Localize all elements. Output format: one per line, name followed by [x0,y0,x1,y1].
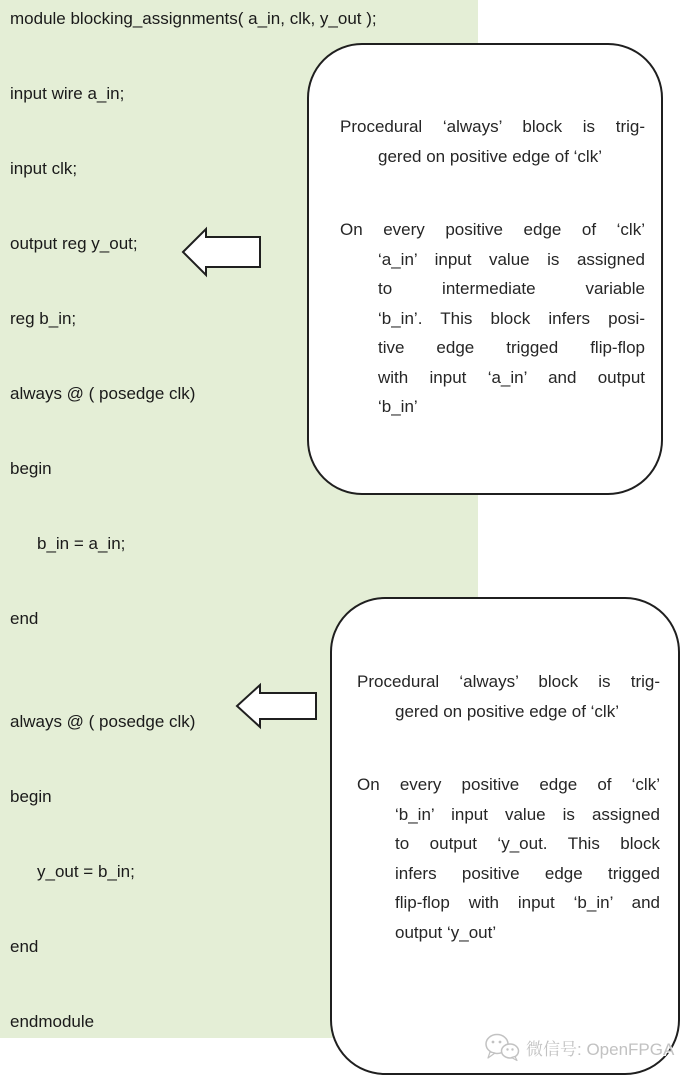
callout-line: ‘b_in’ input value is assigned [395,804,660,824]
callout-line: On every positive edge of ‘clk’ [340,220,645,239]
callout-line: ‘a_in’ input value is assigned [378,249,645,269]
callout-line: gered on positive edge of ‘clk’ [395,701,619,721]
callout-line: infers positive edge trigged [395,863,660,883]
code-line: always @ ( posedge clk) [10,712,196,731]
watermark [484,1032,674,1062]
callout-line: to intermediate variable [378,279,645,298]
callout-box-2 [330,597,680,1075]
callout-line: tive edge trigged flip-flop [378,338,645,357]
code-line: module blocking_assignments( a_in, clk, y_out ); [10,9,377,28]
callout-paragraph [340,112,645,171]
callout-paragraph [357,667,660,726]
block-arrow-left-icon [235,681,319,733]
code-line: end [10,609,39,628]
code-line: begin [10,459,52,478]
code-line: input clk; [10,159,78,178]
wechat-icon [484,1032,520,1062]
callout-box-1 [307,43,663,495]
code-line: b_in = a_in; [37,534,126,553]
callout-paragraph [340,215,645,422]
code-line: endmodule [10,1012,95,1031]
code-line: reg b_in; [10,309,77,328]
code-line: begin [10,787,52,806]
code-line: y_out = b_in; [37,862,135,881]
callout-line: flip-flop with input ‘b_in’ and [395,893,660,912]
callout-line: to output ‘y_out. This block [395,834,660,853]
callout-line: output ‘y_out’ [395,922,497,942]
callout-line: Procedural ‘always’ block is trig- [357,672,660,691]
code-line: end [10,937,39,956]
watermark-text: 微信号: OpenFPGA [526,1039,675,1059]
callout-line: ‘b_in’. This block infers posi- [378,308,645,328]
code-line: output reg y_out; [10,234,138,253]
callout-line: On every positive edge of ‘clk’ [357,775,660,794]
block-arrow-left-icon [181,224,263,284]
callout-paragraph [357,770,660,947]
callout-line: Procedural ‘always’ block is trig- [340,117,645,136]
code-line: input wire a_in; [10,84,125,103]
callout-line: ‘b_in’ [378,397,418,416]
callout-line: gered on positive edge of ‘clk’ [378,146,602,166]
code-line: always @ ( posedge clk) [10,384,196,403]
callout-line: with input ‘a_in’ and output [378,367,645,387]
